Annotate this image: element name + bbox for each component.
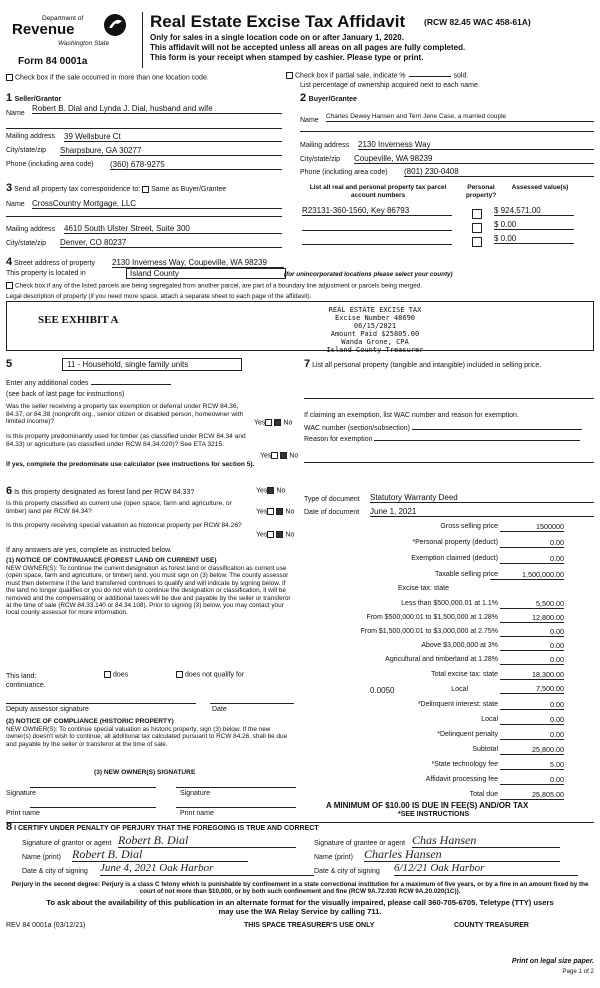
located-label: This property is located in [6,270,86,277]
perjury-note: Perjury in the second degree: Perjury is a class C felony which is punishable by confinement in a state correctional institution for a maximum of five years, or by a fine in an amount fixed by the court of not more than $10,000, or by both such confinement and fine (RCW 9A.72.030 RCW 9A.20.020(1C)). [11,881,589,896]
seller-name-label: Name [6,110,25,117]
tax-value-taxable[interactable]: 1,500,000.00 [490,570,564,580]
stamp-line-1: REAL ESTATE EXCISE TAX [328,306,422,314]
tax-label-tier1: Less than $500,000.01 at 1.1% [401,600,498,607]
sec6-q2: Is this property classified as current use (open space, farm and agriculture, or timber) land per RCW 84.34? [6,500,232,515]
corr-city[interactable]: Denver, CO 80237 [60,238,282,248]
rev-number: REV 84 0001a (03/12/21) [6,922,86,929]
sec6-q3: Is this property receiving special valuation as historical property per RCW 84.26? [6,522,242,529]
seller-name[interactable]: Robert B. Dial and Lynda J. Dial, husband and wife [32,104,282,114]
personal-check-3[interactable] [472,233,484,251]
section-1-heading: 1 Seller/Grantor [6,92,62,104]
tax-label-exempt: Exemption claimed (deduct) [411,555,498,562]
section-4-street: 4 Street address of property [6,256,96,268]
buyer-name[interactable]: Charles Dewey Hansen and Terri Jene Case, a married couple [326,112,594,122]
tax-value-personal[interactable]: 0.00 [500,538,564,548]
checkbox-icon[interactable] [286,72,293,79]
tax-label-agri: Agricultural and timberland at 1.28% [385,656,498,663]
value-row-2[interactable]: $ 0.00 [494,220,574,230]
stamp-line-2: Excise Number 48690 [334,314,416,322]
tax-value-tier4[interactable]: 0.00 [500,641,564,651]
dept-label: Department of [42,15,84,22]
grantor-signature[interactable]: Robert B. Dial [118,834,296,848]
sec6-q1-yesno[interactable]: Yes No [256,487,286,495]
list-pct-note: List percentage of ownership acquired next to each name. [300,82,480,89]
continuance-label: continuance. [6,682,46,689]
sec7-text: 7 List all personal property (tangible and intangible) included in selling price. [304,358,542,370]
tax-label-tier2: From $500,000.01 to $1,500,000 at 1.28% [366,614,498,621]
checkbox-icon[interactable] [265,419,272,426]
page-number: Page 1 of 2 [562,968,594,975]
legal-paper-note: Print on legal size paper. [511,958,594,965]
owner-sig-label-2: Signature [180,790,210,797]
reason-label: Reason for exemption [304,436,580,444]
unincorp-note: (for unincorporated locations please select your county) [284,271,453,278]
stamp-line-4: Amount Paid $25805.00 [330,330,420,338]
local-rate[interactable]: 0.0050 [370,686,395,695]
buyer-city[interactable]: Coupeville, WA 98239 [354,154,594,164]
deputy-date-label: Date [212,706,227,713]
seller-phone[interactable]: (360) 678-9275 [110,160,282,170]
sec6-q3-yesno[interactable]: Yes No [256,531,295,539]
alt-format-note: To ask about the availability of this publication in an alternate format for the visually impaired, please call 360-705-6705. Teletype (TTY) users may use the WA Relay Service by calling 711. [46,898,554,916]
checkbox-icon[interactable] [267,508,274,515]
header-note-3: This form is your receipt when stamped by cashier. Please type or print. [150,53,424,62]
stamp-line-3: 06/15/2021 [353,322,397,330]
form-title: Real Estate Excise Tax Affidavit [150,12,406,31]
exempt-text: If claiming an exemption, list WAC number and reason for exemption. [304,412,519,419]
tax-value-exempt[interactable]: 0.00 [500,554,564,564]
tax-value-tech-fee[interactable]: 5.00 [500,760,564,770]
tax-label-local: Local [451,686,468,693]
tax-value-local[interactable]: 7,500.00 [500,684,564,694]
wac-label: WAC number (section/subsection) [304,425,582,433]
checkbox-icon[interactable] [472,237,482,247]
checkbox-icon[interactable] [176,671,183,678]
section-2-heading: 2 Buyer/Grantee [300,92,357,104]
corr-name-label: Name [6,201,25,208]
minimum-note: A MINIMUM OF $10.00 IS DUE IN FEE(S) AND/OR TAX [326,801,529,810]
grantee-name-label: Name (print) [314,854,353,861]
value-row-1[interactable]: $ 924,571.00 [494,206,574,216]
parcel-heading: List all real and personal property tax parcel account numbers [309,184,447,199]
notice-1-heading: (1) NOTICE OF CONTINUANCE (FOREST LAND OR CURRENT USE) [6,557,217,564]
checked-box-icon[interactable] [276,531,283,538]
doc-date-label: Date of document [304,509,360,516]
owner-print-label-1: Print name [6,810,40,817]
checkbox-icon[interactable] [104,671,111,678]
grantee-date-label: Date & city of signing [314,868,380,875]
tax-value-total-due[interactable]: 25,805.00 [500,790,564,800]
checked-box-icon[interactable] [276,508,283,515]
corr-city-label: City/state/zip [6,240,47,247]
seller-city[interactable]: Sharpsbure, GA 30277 [60,146,282,156]
seller-phone-label: Phone (including area code) [6,161,94,168]
grantee-sig-label: Signature of grantee or agent [314,840,406,847]
tax-value-penalty[interactable]: 0.00 [500,730,564,740]
notice-2-body: NEW OWNER(S): To continue special valuation as historic property, sign (3) below. If the new owner(s) doesn't wish to continue, all additional tax calculated pursuant to RCW 84.26, shall be due and payable by the seller or transferor at the time of sale. [6,726,288,748]
grantee-date-city[interactable]: 6/12/21 Oak Harbor [394,862,578,876]
checked-box-icon[interactable] [280,452,287,459]
corr-mail[interactable]: 4610 South Ulster Street, Suite 300 [64,224,282,234]
multi-location-check[interactable]: Check box if the sale occurred in more than one location code. [6,74,209,82]
tax-label-delinq-int: *Delinquent interest: state [417,701,498,708]
tax-label-personal: *Personal property (deduct) [412,539,498,546]
grantee-print-name[interactable]: Charles Hansen [364,848,560,862]
buyer-mail-label: Mailing address [300,142,350,149]
segregated-check[interactable]: Check box if any of the listed parcels are being segregated from another parcel, are part of a boundary line adjustment or parcels being merged. [6,282,422,290]
legal-label: Legal description of property (if you need more space, attach a separate sheet to each page of the affidavit). [6,293,312,300]
exhibit-text: SEE EXHIBIT A [38,314,119,326]
buyer-phone-label: Phone (including area code) [300,169,388,176]
owner-print-label-2: Print name [180,810,214,817]
owner-sig-label-1: Signature [6,790,36,797]
tax-value-delinq-int[interactable]: 0.00 [500,700,564,710]
sec5-q2: Is this property predominantly used for timber (as classified under RCW 84.34 and 84.33) or agriculture (as classified under RCW 84.34.020)? See ETA 3215. [6,433,246,448]
dor-logo [6,12,134,54]
doc-type-label: Type of document [304,496,360,503]
buyer-city-label: City/state/zip [300,156,341,163]
corr-mail-label: Mailing address [6,226,56,233]
tax-value-tier1[interactable]: 5,500.00 [500,599,564,609]
tax-value-delinq-local[interactable]: 0.00 [500,715,564,725]
tax-value-tier2[interactable]: 12,800.00 [500,613,564,623]
value-row-3[interactable]: $ 0.00 [494,234,574,244]
grantor-name-label: Name (print) [22,854,61,861]
legal-description-box[interactable] [6,301,594,351]
checked-box-icon[interactable] [274,419,281,426]
sec6-q2-yesno[interactable]: Yes No [256,508,295,516]
seller-city-label: City/state/zip [6,147,47,154]
tax-value-tier3[interactable]: 0.00 [500,627,564,637]
tax-label-taxable: Taxable selling price [434,571,498,578]
sec5-q1-yesno[interactable]: Yes No [254,419,293,427]
tax-label-total-due: Total due [469,791,498,798]
tax-label-total-state: Total excise tax: state [431,671,498,678]
grantor-print-name[interactable]: Robert B. Dial [72,848,248,862]
checkbox-icon[interactable] [142,186,149,193]
tax-label-penalty: *Delinquent penalty [437,731,498,738]
checkbox-icon[interactable] [472,209,482,219]
form-rcw: (RCW 82.45 WAC 458-61A) [424,17,531,27]
buyer-name-label: Name [300,117,319,124]
this-land-label: This land: [6,673,37,680]
treasurer-stamp [310,306,440,354]
buyer-phone[interactable]: (801) 230-0408 [404,167,594,177]
sec6-ifany: If any answers are yes, complete as instructed below. [6,547,172,554]
tax-label-tier4: Above $3,000,000 at 3% [421,642,498,649]
checked-box-icon[interactable] [267,487,274,494]
county-select[interactable]: Island County [126,268,286,279]
does-check[interactable]: does [104,671,128,679]
grantor-sig-label: Signature of grantor or agent [22,840,112,847]
treasurer-use-label: THIS SPACE TREASURER'S USE ONLY [244,922,375,929]
notice-2-heading: (2) NOTICE OF COMPLIANCE (HISTORIC PROPERTY) [6,718,174,725]
section-5-num: 5 [6,358,13,370]
seller-mail-label: Mailing address [6,133,56,140]
doc-type[interactable]: Statutory Warranty Deed [370,493,594,503]
sec5-q1: Was the seller receiving a property tax exemption or deferral under RCW 84.36, 84.37, or 84.38 (nonprofit org., senior citizen or disabled person, homeowner with limited income)? [6,403,244,426]
codes-label: Enter any additional codes [6,380,171,388]
notice-1-body: NEW OWNER(S): To continue the current designation as forest land or classification as current use (open space, farm and agriculture, or timber) land, you must sign on (3) below. The county assessor must then determine if the land transferred continues to qualify and will indicate by signing below. If the land no longer qualifies or you do not wish to continue the designation or classification, it will be removed and the compensating or additional taxes will be due and payable by the seller or transferor at the time of sale (RCW 84.33.140 or 84.34.108). Prior to signing (3) below, you may contact your local county assessor for more information. [6,565,291,617]
sec6-q1: 6 Is this property designated as forest land per RCW 84.33? [6,485,195,497]
tax-value-processing[interactable]: 0.00 [500,775,564,785]
checkbox-icon[interactable] [6,282,13,289]
tax-value-total-state[interactable]: 18,300.00 [500,670,564,680]
tax-label-tech-fee: *State technology fee [431,761,498,768]
notice-3-heading: (3) NEW OWNER(S) SIGNATURE [94,769,196,776]
deputy-label: Deputy assessor signature [6,706,89,713]
sec5-q2-note: If yes, complete the predominate use calculator (see instructions for section 5). [6,461,255,468]
tax-label-delinq-local: Local [481,716,498,723]
tax-label-tier3: From $1,500,000.01 to $3,000,000 at 2.75% [360,628,498,635]
buyer-mail[interactable]: 2130 Inverness Way [358,140,594,150]
tax-value-agri[interactable]: 0.00 [500,655,564,665]
form-number: Form 84 0001a [18,56,88,67]
codes-note: (see back of last page for instructions) [6,391,125,398]
revenue-label: Revenue [12,21,75,38]
property-street[interactable]: 2130 Inverness Way, Coupeville, WA 98239 [112,258,284,268]
corr-name[interactable]: CrossCountry Mortgage, LLC [32,199,282,209]
state-label: Washington State [58,40,110,47]
tax-value-gross[interactable]: 1500000 [500,522,564,532]
tax-label-subtotal: Subtotal [472,746,498,753]
personal-hdr: Personal property? [465,184,497,199]
doc-date[interactable]: June 1, 2021 [370,507,594,517]
tax-label-gross: Gross selling price [440,523,498,530]
assessed-hdr: Assessed value(s) [511,184,569,191]
grantee-signature[interactable]: Chas Hansen [412,834,560,848]
checkbox-icon[interactable] [6,74,13,81]
checkbox-icon[interactable] [271,452,278,459]
seller-mail[interactable]: 39 Wellsbure Ct [64,132,282,142]
see-instructions: *SEE INSTRUCTIONS [398,811,470,818]
use-code-select[interactable]: 11 - Household, single family units [62,358,242,371]
checkbox-icon[interactable] [472,223,482,233]
certify-text: 8 I CERTIFY UNDER PENALTY OF PERJURY THAT THE FOREGOING IS TRUE AND CORRECT [6,821,319,833]
stamp-line-6: Island County Treasurer [326,346,424,354]
grantor-date-city[interactable]: June 4, 2021 Oak Harbor [100,862,314,876]
tax-label-processing: Affidavit processing fee [425,776,498,783]
header-note-1: Only for sales in a single location code on or after January 1, 2020. [150,33,404,42]
partial-sale-check[interactable]: Check box if partial sale, indicate % sold. [286,72,468,80]
parcel-row-1[interactable]: R23131-360-1560, Key 86793 [302,206,452,216]
tax-label-excise-state: Excise tax: state [398,585,449,592]
sec5-q2-yesno[interactable]: Yes No [260,452,299,460]
section-3-heading: 3 Send all property tax correspondence to: Same as Buyer/Grantee [6,182,227,194]
checkbox-icon[interactable] [267,531,274,538]
header-note-2: This affidavit will not be accepted unless all areas on all pages are fully completed. [150,43,466,52]
revenue-logo-icon [102,12,128,38]
county-treasurer-label: COUNTY TREASURER [454,922,529,929]
grantor-date-label: Date & city of signing [22,868,88,875]
does-not-check[interactable]: does not qualify for [176,671,244,679]
stamp-line-5: Wanda Grone, CPA [341,338,409,346]
tax-value-subtotal[interactable]: 25,800.00 [500,745,564,755]
